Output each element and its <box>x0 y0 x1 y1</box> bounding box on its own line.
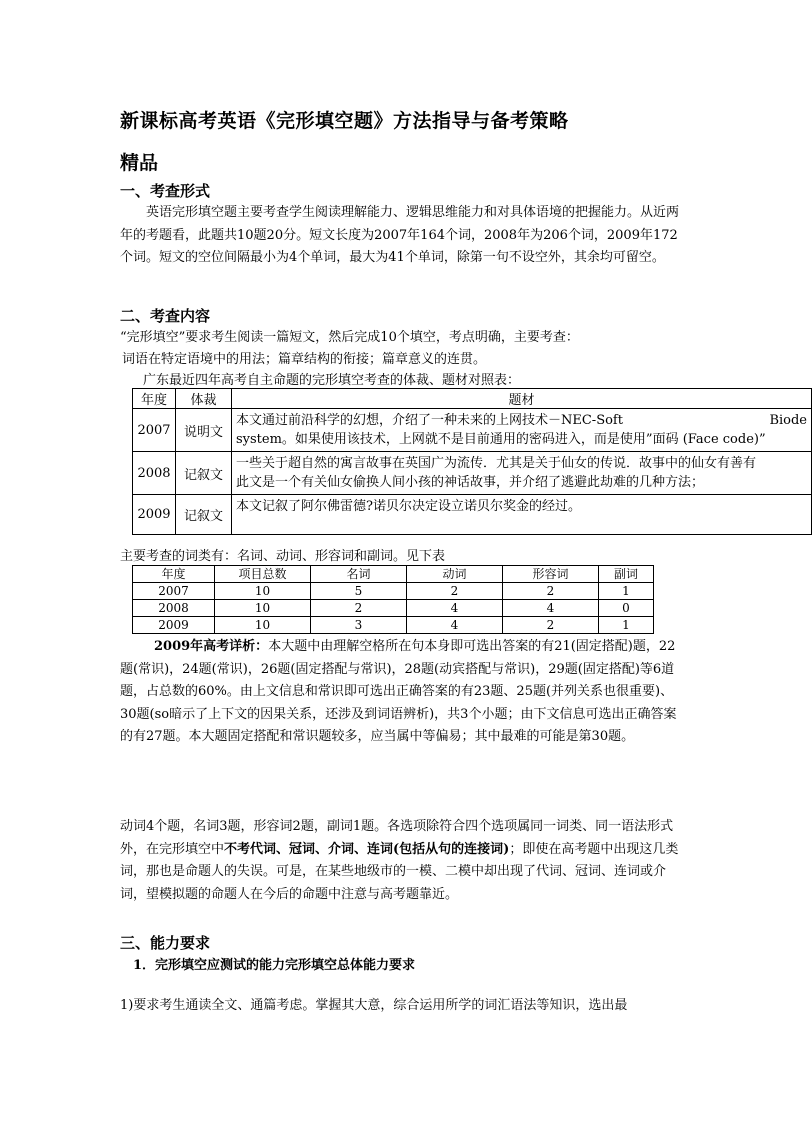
word-class-emphasis: 不考代词、冠词、介词、连词(包括从句的连接词) <box>224 841 510 857</box>
year-cell: 2008 <box>133 452 176 495</box>
content-intro-line: “完形填空”要求考生阅读一篇短文，然后完成10个填空，考点明确，主要考查： <box>120 330 579 345</box>
section-heading-form: 一、考查形式 <box>120 182 211 200</box>
table1-caption: 广东最近四年高考自主命题的完形填空考查的体裁、题材对照表： <box>143 373 521 388</box>
table-header-cell: 题材 <box>232 389 812 409</box>
topic-cell <box>232 409 812 452</box>
analysis-text: 本大题中由理解空格所在句本身即可选出答案的有21(固定搭配)题，22题(常识)，24题(常识)，26题(固定搭配与常识)，28题(动宾搭配与常识)，29题(固定搭配)等6道题，占总数的60%。由上文信息和常识即可选出正确答案的有23题、25题(并列关系也很重要)、30题(so暗示了上下文的因果关系，还涉及到词语辨析)，共3个小题；由下文信息可选出正确答案的有27题。本大题固定搭配和常识题较多，应当属中等偏易；其中最难的可能是第30题。 <box>120 639 677 744</box>
table-cell: 4 <box>407 600 503 617</box>
table-cell: 4 <box>407 617 503 634</box>
table-row <box>133 409 812 452</box>
topic-line-right: Biode <box>769 413 807 428</box>
table-cell: 2007 <box>133 583 215 600</box>
section-heading-ability: 三、能力要求 <box>120 934 211 952</box>
ability-requirement-line: 1)要求考生通读全文、通篇考虑。掌握其大意，综合运用所学的词汇语法等知识，选出最 <box>120 998 628 1013</box>
table-cell: 1 <box>599 617 654 634</box>
table-header-cell: 项目总数 <box>215 566 311 583</box>
table-cell: 2008 <box>133 600 215 617</box>
genre-cell: 说明文 <box>176 409 232 452</box>
table-cell: 5 <box>311 583 407 600</box>
word-class-text-a: 动词4个题，名词3题，形容词2题，副词1题。各选项除符合四个选项属同一词类、同一语法形式外，在完形填空中 <box>120 819 674 857</box>
section-form-paragraph: 英语完形填空题主要考查学生阅读理解能力、逻辑思维能力和对具体语境的把握能力。从近两年的考题看，此题共10题20分。短文长度为2007年164个词，2008年为206个词，2009年172个词。短文的空位间隔最小为4个单词，最大为41个单词，除第一句不设空外，其余均可留空。 <box>120 205 680 265</box>
table-cell: 0 <box>599 600 654 617</box>
topic-line: 本文通过前沿科学的幻想，介绍了一种未来的上网技术－NEC-Soft <box>236 413 623 428</box>
table-cell: 10 <box>215 583 311 600</box>
table-cell: 3 <box>311 617 407 634</box>
table-cell: 1 <box>599 583 654 600</box>
word-class-paragraph <box>120 816 680 906</box>
table-cell: 4 <box>503 600 599 617</box>
table-cell: 2 <box>311 600 407 617</box>
topic-line: system。如果使用该技术，上网就不是目前通用的密码进入，而是使用”面码 (Face code)” <box>236 432 766 447</box>
document-title: 新课标高考英语《完形填空题》方法指导与备考策略 <box>120 110 569 132</box>
ability-subheading: 1．完形填空应测试的能力完形填空总体能力要求 <box>133 958 416 973</box>
table-header-row <box>133 389 812 409</box>
table-header-row <box>133 566 654 583</box>
genre-topic-table <box>132 388 812 535</box>
table-header-cell: 年度 <box>133 566 215 583</box>
table-cell: 2009 <box>133 617 215 634</box>
genre-cell: 记叙文 <box>176 495 232 535</box>
word-class-text-b: ；即使在高考题中出现这几类词，那也是命题人的失误。可是，在某些地级市的一模、二模中却出现了代词、冠词、连词或介词，望模拟题的命题人在今后的命题中注意与高考题靠近。 <box>120 841 679 902</box>
analysis-lead: 2009年高考详析： <box>154 639 269 654</box>
table-row <box>133 600 654 617</box>
table-cell: 10 <box>215 600 311 617</box>
content-points-line: 词语在特定语境中的用法；篇章结构的衔接；篇章意义的连贯。 <box>122 352 487 367</box>
table-header-cell: 年度 <box>133 389 176 409</box>
table-row <box>133 452 812 495</box>
document-subtitle: 精品 <box>120 152 159 174</box>
section-heading-content: 二、考查内容 <box>120 307 211 325</box>
table-cell: 2 <box>503 583 599 600</box>
year-cell: 2009 <box>133 495 176 535</box>
table-row <box>133 617 654 634</box>
year-cell: 2007 <box>133 409 176 452</box>
table-header-cell: 体裁 <box>176 389 232 409</box>
table-cell: 2 <box>503 617 599 634</box>
table-cell: 10 <box>215 617 311 634</box>
word-class-table <box>132 565 654 634</box>
analysis-paragraph <box>120 636 680 749</box>
topic-line: 一些关于超自然的寓言故事在英国广为流传．尤其是关于仙女的传说．故事中的仙女有善有 <box>236 456 757 471</box>
topic-cell <box>232 495 812 535</box>
topic-line: 此文是一个有关仙女偷换人间小孩的神话故事，并介绍了逃避此劫难的几种方法； <box>236 475 705 490</box>
topic-line: 本文记叙了阿尔佛雷德?诺贝尔决定设立诺贝尔奖金的经过。 <box>236 499 581 514</box>
topic-cell <box>232 452 812 495</box>
table-header-cell: 形容词 <box>503 566 599 583</box>
table-header-cell: 名词 <box>311 566 407 583</box>
table-header-cell: 副词 <box>599 566 654 583</box>
table-row <box>133 495 812 535</box>
table2-caption: 主要考查的词类有：名词、动词、形容词和副词。见下表 <box>120 549 446 564</box>
table-header-cell: 动词 <box>407 566 503 583</box>
table-row <box>133 583 654 600</box>
table-cell: 2 <box>407 583 503 600</box>
genre-cell: 记叙文 <box>176 452 232 495</box>
